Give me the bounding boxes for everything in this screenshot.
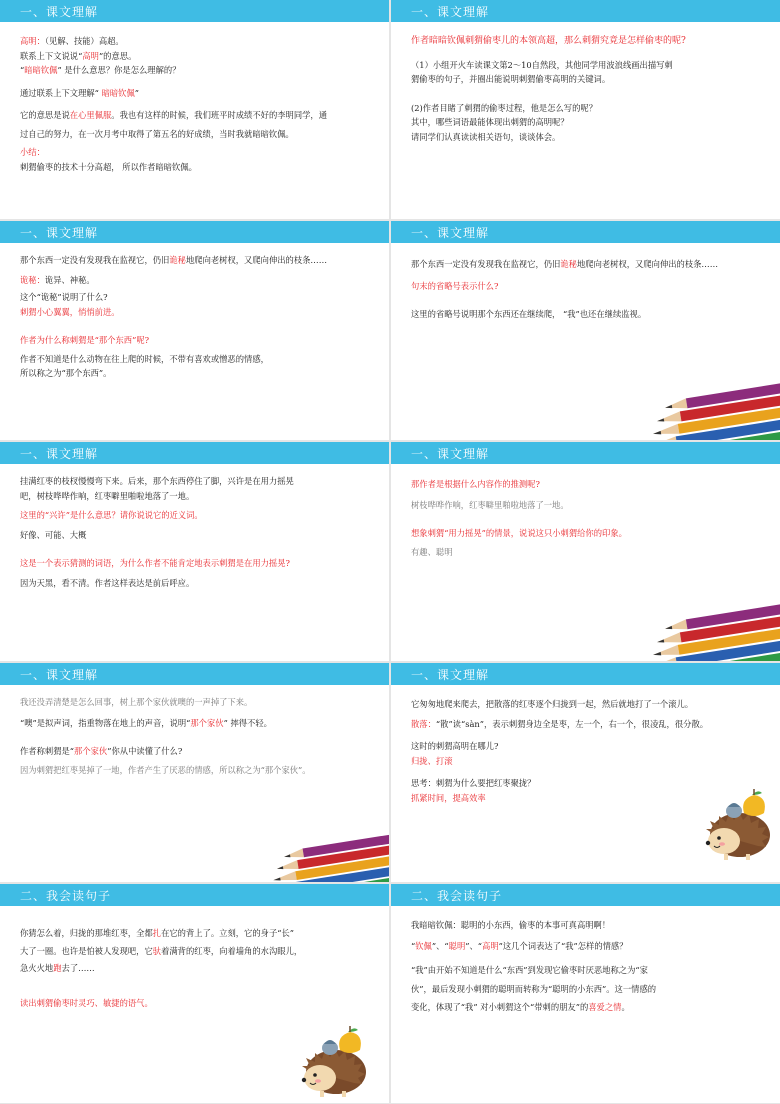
slide-header <box>391 884 780 906</box>
answer: “我”由开始不知道是什么“东西”到发现它偷枣时厌恶地称之为“家 <box>411 965 648 976</box>
quote-text: 它匆匆地爬来爬去，把散落的红枣逐个归拢到一起，然后就地打了一个滚儿。 <box>411 699 694 709</box>
slide-header <box>391 442 780 464</box>
slide-title: 二、我会读句子 <box>411 889 503 903</box>
quote-text: 我暗暗钦佩：聪明的小东西，偷枣的本事可真高明啊！ <box>411 920 611 930</box>
answer: 这里的省略号说明那个东西还在继续爬， “我”也还在继续监视。 <box>411 309 647 320</box>
answer-text: 它的意思是说在心里佩服。我也有这样的时候，我们班平时成绩不好的李明同学，通 <box>20 110 328 121</box>
question: “暗暗钦佩” 是什么意思？你是怎么理解的？ <box>20 65 181 76</box>
quote-text-3: 急火火地跑去了…… <box>20 963 95 974</box>
hedgehog-illustration <box>290 1020 374 1103</box>
slide-6 <box>391 442 780 661</box>
term-line: 诡秘：诡异、神秘。 <box>20 274 95 285</box>
answer: 树枝哗哗作响，红枣噼里啪啦地落了一地。 <box>411 499 569 510</box>
main-question: 作者暗暗钦佩刺猬偷枣儿的本领高超，那么刺猬究竟是怎样偷枣的呢? <box>411 36 686 46</box>
slide-9 <box>0 884 389 1103</box>
task-1-cont: 猬偷枣的句子，并圈出能说明刺猬偷枣高明的关键词。 <box>411 74 611 85</box>
answer-cont: 伙”，最后发现小刺猬的聪明而转称为“聪明的小东西”。这一情感的 <box>411 983 657 994</box>
quote-text-cont: 吧，树枝哗哗作响，红枣噼里啪啦地落了一地。 <box>20 490 195 501</box>
slide-2 <box>391 0 780 219</box>
question-2: 这是一个表示猜测的词语，为什么作者不能肯定地表示刺猬是在用力摇晃? <box>20 558 290 569</box>
slide-4 <box>391 221 780 440</box>
slide-header <box>0 663 389 685</box>
quote-text: 那个东西一定没有发现我在监视它，仍旧诡秘地爬向老树杈，又爬向伸出的枝条…… <box>20 255 328 265</box>
pencils-decoration <box>640 571 780 661</box>
question-2: 思考：刺猬为什么要把红枣聚拢？ <box>411 778 536 789</box>
slide-header <box>0 442 389 464</box>
slide-header <box>0 221 389 243</box>
answer: 好像、可能、大概 <box>20 529 87 540</box>
slide-header <box>391 221 780 243</box>
quote-text: 那个东西一定没有发现我在监视它，仍旧诡秘地爬向老树杈，又爬向伸出的枝条…… <box>411 259 719 269</box>
slide-title: 一、课文理解 <box>411 5 490 19</box>
summary-label: 小结： <box>20 147 45 158</box>
summary-text: 刺猬偷枣的技术十分高超， 所以作者暗暗钦佩。 <box>20 161 197 172</box>
slide-title: 一、课文理解 <box>411 447 490 461</box>
question: 这时的刺猬高明在哪儿? <box>411 741 499 752</box>
task-2: (2)作者目睹了刺猬的偷枣过程，他是怎么写的呢？ <box>411 102 597 113</box>
question: 句末的省略号表示什么? <box>411 280 499 291</box>
task-2-instr: 请同学们认真读读相关语句，谈谈体会。 <box>411 131 561 142</box>
slide-5 <box>0 442 389 661</box>
answer-2: 抓紧时间，提高效率 <box>411 792 486 803</box>
slide-header <box>391 663 780 685</box>
reading-instruction: 读出刺猬偷枣时灵巧、敏捷的语气。 <box>20 997 153 1008</box>
answer-2: 有趣、聪明 <box>411 546 453 557</box>
quote-text-2: 大了一圈。也许是怕被人发现吧，它驮着满背的红枣，向着墙角的水沟眼儿， <box>20 945 303 956</box>
question: 作者称刺猬是“那个家伙”你从中读懂了什么? <box>20 746 183 757</box>
question: 这里的“兴许”是什么意思？请你说说它的近义词。 <box>20 510 203 521</box>
slide-1 <box>0 0 389 219</box>
question: 这个“诡秘”说明了什么? <box>20 292 108 303</box>
slide-title: 一、课文理解 <box>20 668 99 682</box>
slide-7 <box>0 663 389 882</box>
slide-title: 二、我会读句子 <box>20 889 112 903</box>
answer-2: 因为天黑，看不清。作者这样表达是前后呼应。 <box>20 577 195 588</box>
term-definition: （见解、技能）高超。 <box>44 36 124 46</box>
slide-header <box>0 0 389 22</box>
slide-8 <box>391 663 780 882</box>
slide-title: 一、课文理解 <box>20 5 99 19</box>
context-prompt: 联系上下文说说“高明”的意思。 <box>20 50 137 61</box>
slide-title: 一、课文理解 <box>411 226 490 240</box>
answer-text-cont: 过自己的努力，在一次月考中取得了第五名的好成绩，当时我就暗暗钦佩。 <box>20 128 294 139</box>
question: 那作者是根据什么内容作的推测呢? <box>411 479 540 489</box>
slide-title: 一、课文理解 <box>20 226 99 240</box>
slide-10 <box>391 884 780 1103</box>
term-line: 散落：“散”读“sàn”，表示刺猬身边全是枣，左一个，右一个，很凌乱，很分散。 <box>411 718 709 729</box>
answer: 因为刺猬把红枣晃掉了一地，作者产生了厌恶的情感，所以称之为“那个家伙”。 <box>20 764 311 775</box>
answer-2-cont: 所以称之为“那个东西”。 <box>20 368 112 379</box>
quote-text: 挂满红枣的枝杈慢慢弯下来。后来，那个东西停住了脚，兴许是在用力摇晃 <box>20 476 294 486</box>
question: “钦佩”、“聪明”、“高明”这几个词表达了“我”怎样的情感？ <box>411 940 628 951</box>
explanation: “噢”是拟声词，指重物落在地上的声音，说明“那个家伙” 摔得不轻。 <box>20 717 272 728</box>
slide-3 <box>0 221 389 440</box>
term-label: 高明： <box>20 36 45 46</box>
answer-2: 作者不知道是什么动物在往上爬的时候，不带有喜欢或憎恶的情感， <box>20 353 269 364</box>
pencils-decoration <box>259 802 389 882</box>
task-2-q: 其中，哪些词语最能体现出刺猬的高明呢？ <box>411 117 569 128</box>
quote-text: 我还没弄清楚是怎么回事，树上那个家伙就噢的一声掉了下来。 <box>20 697 253 707</box>
task-1: （1）小组开火车读课文第2～10自然段，其他同学用波浪线画出描写刺 <box>411 59 673 70</box>
question-2: 想象刺猬“用力摇晃”的情景，说说这只小刺猬给你的印象。 <box>411 528 627 539</box>
pencils-decoration <box>640 350 780 440</box>
slide-title: 一、课文理解 <box>411 668 490 682</box>
answer-end: 变化，体现了“我” 对小刺猬这个“带刺的朋友”的喜爱之情。 <box>411 1002 630 1013</box>
answer: 刺猬小心翼翼，悄悄前进。 <box>20 306 120 317</box>
slide-title: 一、课文理解 <box>20 447 99 461</box>
slide-header <box>0 884 389 906</box>
understanding-heading: 通过联系上下文理解“ 暗暗钦佩” <box>20 87 140 98</box>
question-2: 作者为什么称刺猬是“那个东西”呢? <box>20 335 150 346</box>
slide-header <box>391 0 780 22</box>
hedgehog-illustration <box>694 783 778 867</box>
answer: 归拢、打滚 <box>411 755 453 766</box>
quote-text: 你猜怎么着，归拢的那堆红枣，全都扎在它的背上了。立刻，它的身子“长” <box>20 928 295 938</box>
